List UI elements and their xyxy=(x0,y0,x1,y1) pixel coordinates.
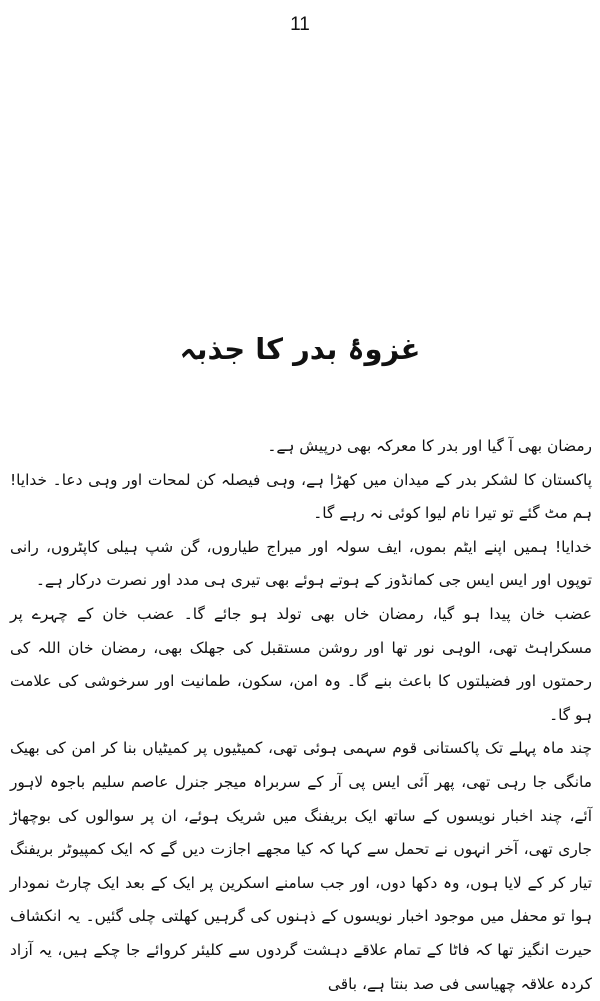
paragraph: رمضان بھی آ گیا اور بدر کا معرکہ بھی درپیش ہے۔ xyxy=(267,437,592,455)
chapter-title: غزوۂ بدر کا جذبہ xyxy=(179,332,421,366)
paragraph: عضب خان پیدا ہو گیا، رمضان خاں بھی تولد ہو جائے گا۔ عضب خان کے چہرے پر مسکراہٹ تھی، الوہی نور تھا اور روشن مستقبل کی جھلک بھی، رمضان خان اللہ کی رحمتوں اور فضیلتوں کا باعث بنے گا۔ وہ امن، سکون، طمانیت اور سرخوشی کی علامت ہو گا۔ xyxy=(10,604,592,724)
page-number: 11 xyxy=(290,14,310,35)
article-body xyxy=(10,430,592,1001)
paragraph: پاکستان کا لشکر بدر کے میدان میں کھڑا ہے، وہی فیصلہ کن لمحات اور وہی دعا۔ خدایا! ہم مٹ گئے تو تیرا نام لیوا کوئی نہ رہے گا۔ xyxy=(10,470,592,523)
paragraph: خدایا! ہمیں اپنے ایٹم بموں، ایف سولہ اور میراج طیاروں، گن شپ ہیلی کاپٹروں، رانی توپوں اور ایس ایس جی کمانڈوز کے ہوتے ہوئے بھی تیری ہی مدد اور نصرت درکار ہے۔ xyxy=(10,537,592,590)
paragraph: چند ماہ پہلے تک پاکستانی قوم سہمی ہوئی تھی، کمیٹیوں پر کمیٹیاں بنا کر امن کی بھیک مانگی جا رہی تھی، پھر آئی ایس پی آر کے سربراہ میجر جنرل عاصم سلیم باجوہ لاہور آئے، چند اخبار نویسوں کے ساتھ ایک بریفنگ میں شریک ہوئے، ان پر سوالوں کی بوچھاڑ جاری تھی، آخر انہوں نے تحمل سے کہا کہ کیا مجھے اجازت دیں گے کہ ایک کمپیوٹر بریفنگ تیار کر کے لایا ہوں، وہ دکھا دوں، اور جب سامنے اسکرین پر ایک کے بعد ایک چارٹ نمودار ہوا تو محفل میں موجود اخبار نویسوں کے ذہنوں کی گرہیں کھلتی چلی گئیں۔ یہ انکشاف حیرت انگیز تھا کہ فاٹا کے تمام علاقے دہشت گردوں سے کلیئر کروائے جا چکے ہیں، یہ آزاد کردہ علاقہ چھیاسی فی صد بنتا ہے، باقی xyxy=(10,739,592,993)
